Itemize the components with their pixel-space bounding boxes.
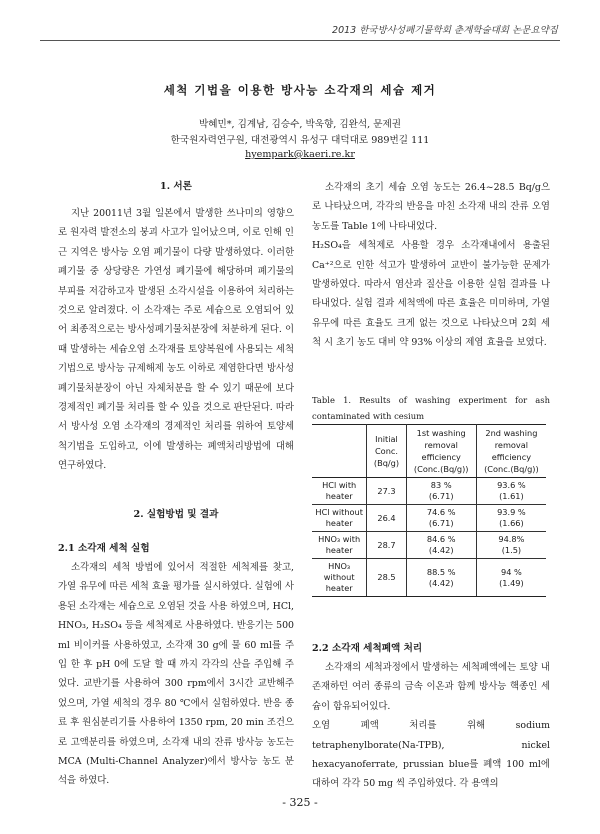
word: 오염 [312, 720, 331, 732]
table-header-first-washing: 1st washing removal efficiency (Conc.(Bq/g)) [406, 425, 476, 478]
header-rule [40, 40, 560, 41]
wastewater-body [312, 658, 550, 794]
second-conc: (1.66) [499, 518, 524, 528]
first-conc: (4.42) [428, 545, 454, 555]
table-header-second-washing: 2nd washing removal efficiency (Conc.(Bq/g)) [476, 425, 546, 478]
second-efficiency [476, 559, 546, 597]
first-efficiency [406, 478, 476, 505]
second-conc: (1.49) [499, 577, 524, 588]
first-conc: (6.71) [428, 491, 454, 501]
word: 처리를 [409, 720, 437, 732]
second-pct: 93.6 % [497, 480, 526, 490]
first-efficiency [406, 505, 476, 532]
subsection-heading-wastewater: 2.2 소각재 세척폐액 처리 [312, 643, 423, 654]
wastewater-paragraph-2-line1 [312, 716, 550, 735]
first-pct: 88.5 % [426, 566, 456, 577]
intro-body [58, 204, 294, 476]
word: 폐액 [360, 720, 379, 732]
initial-conc: 27.3 [367, 478, 406, 505]
section-heading-intro: 1. 서론 [160, 181, 192, 192]
results-body [312, 178, 550, 353]
second-efficiency [476, 478, 546, 505]
affiliation: 한국원자력연구원, 대전광역시 유성구 대덕대로 989번길 111 [170, 135, 430, 146]
first-efficiency [406, 532, 476, 559]
second-conc: (1.5) [501, 545, 522, 555]
second-pct: 94 % [500, 566, 522, 577]
washing-results-table [312, 424, 546, 597]
first-pct: 84.6 % [426, 534, 456, 544]
section-heading-methods: 2. 실험방법 및 결과 [133, 509, 219, 520]
row-label: HCl with heater [312, 478, 367, 505]
table-header-row [312, 425, 546, 478]
running-header: 2013 한국방사성폐기물학회 춘계학술대회 논문요약집 [332, 25, 558, 36]
results-paragraph-1: 소각재의 초기 세슘 오염 농도는 26.4~28.5 Bq/g으로 나타났으며, 각각의 반응을 마친 소각재 내의 잔류 오염 농도를 Table 1에 나타내었다. [312, 182, 550, 232]
row-label: HNO₃ with heater [312, 532, 367, 559]
first-pct: 83 % [430, 480, 452, 490]
second-pct: 94.8% [498, 534, 525, 544]
table-row [312, 559, 546, 597]
table-row [312, 532, 546, 559]
row-label: HCl without heater [312, 505, 367, 532]
table-header-blank [312, 425, 367, 478]
author-list: 박혜민*, 김계남, 김승수, 박욱향, 김완석, 문제권 [198, 119, 402, 130]
table-header-initial: Initial Conc. (Bq/g) [367, 425, 406, 478]
row-label: HNO₃ without heater [312, 559, 367, 597]
second-conc: (1.61) [499, 491, 524, 501]
second-efficiency [476, 532, 546, 559]
paper-title: 세척 기법을 이용한 방사능 소각재의 세슘 제거 [163, 83, 437, 97]
methods-paragraph: 소각재의 세척 방법에 있어서 적절한 세척제를 찾고, 가열 유무에 따른 세척 효율 평가를 실시하였다. 실험에 사용된 소각재는 세슘으로 오염된 것을 사용 하였으며, HCl, HNO₃, H₂SO₄ 등을 세척제로 사용하였다. 반응기는 500 ml 비이커를 사용하였고, 소각재 30 g에 물 60 ml를 주입 한 후 pH 0에 도달 할 때 까지 각각의 산을 주입해 주었다. 교반기를 사용하여 300 rpm에서 3시간 교반해주었으며, 가열 세척의 경우 80 ℃에서 실험하였다. 반응 종료 후 원심분리기를 사용하여 1350 rpm, 20 min 조건으로 고액분리를 하였으며, 소각재 내의 잔류 방사능 농도는 MCA (Multi-Channel Analyzer)에서 방사능 농도 분석을 하였다. [58, 562, 294, 787]
first-efficiency [406, 559, 476, 597]
wastewater-paragraph-1: 소각재의 세척과정에서 발생하는 세척폐액에는 토양 내 존재하던 여러 종류의 금속 이온과 함께 방사능 핵종인 세슘이 함유되어있다. [312, 662, 550, 712]
email-link[interactable]: hyempark@kaeri.re.kr [245, 149, 355, 160]
methods-body [58, 558, 294, 791]
second-pct: 93.9 % [497, 507, 526, 517]
table-row [312, 505, 546, 532]
second-efficiency [476, 505, 546, 532]
first-conc: (4.42) [428, 577, 454, 588]
first-pct: 74.6 % [426, 507, 456, 517]
word: 위해 [466, 720, 486, 732]
initial-conc: 28.5 [367, 559, 406, 597]
wastewater-paragraph-2: tetraphenylborate(Na-TPB), nickel hexacyanoferrate, prussian blue를 폐액 100 ml에 대하여 각각 50 mg 씩 주입하였다. 각 용액의 [312, 739, 550, 790]
intro-paragraph: 지난 20011년 3월 일본에서 발생한 쓰나미의 영향으로 원자력 발전소의 붕괴 사고가 일어났으며, 이로 인해 인근 지역은 방사능 오염 폐기물이 다량 발생하였다. 이러한 폐기물 중 상당량은 가연성 폐기물에 해당하며 폐기물의 부피를 저감하고자 발생된 소각시설을 이용하여 처리하는 것으로 알려졌다. 이 소각재는 주로 세슘으로 오염되어 있어 최종적으로는 방사성폐기물처분장에 처분하게 된다. 이때 발생하는 세슘오염 소각재를 토양복원에 사용되는 세척 기법으로 방사능 규제해제 농도 이하로 제염한다면 방사성폐기물처분장이 아닌 자체처분을 할 수 있기 때문에 보다 경제적인 폐기물 처리를 할 수 있을 것으로 판단된다. 따라서 방사성 오염 소각재의 경제적인 처리를 위하여 토양세척기법을 도입하고, 이에 발생하는 폐액처리방법에 대해 연구하였다. [58, 208, 294, 472]
page-number: - 325 - [282, 796, 318, 809]
first-conc: (6.71) [428, 518, 454, 528]
initial-conc: 26.4 [367, 505, 406, 532]
table-row [312, 478, 546, 505]
initial-conc: 28.7 [367, 532, 406, 559]
word: sodium [515, 720, 550, 732]
subsection-heading-ash-washing: 2.1 소각재 세척 실험 [58, 543, 150, 554]
table-caption: Table 1. Results of washing experiment for ash contaminated with cesium [312, 395, 550, 421]
results-paragraph-2: H₂SO₄을 세척제로 사용할 경우 소각재내에서 용출된 Ca⁺²으로 인한 석고가 발생하여 교반이 불가능한 문제가 발생하였다. 따라서 염산과 질산을 이용한 실험 결과를 나타내었다. 실험 결과 세척액에 따른 효율은 미미하며, 가열유무에 따른 효율도 크게 없는 것으로 나타났으며 2회 세척 시 초기 농도 대비 약 93% 이상의 제염 효율을 보였다. [312, 240, 550, 349]
